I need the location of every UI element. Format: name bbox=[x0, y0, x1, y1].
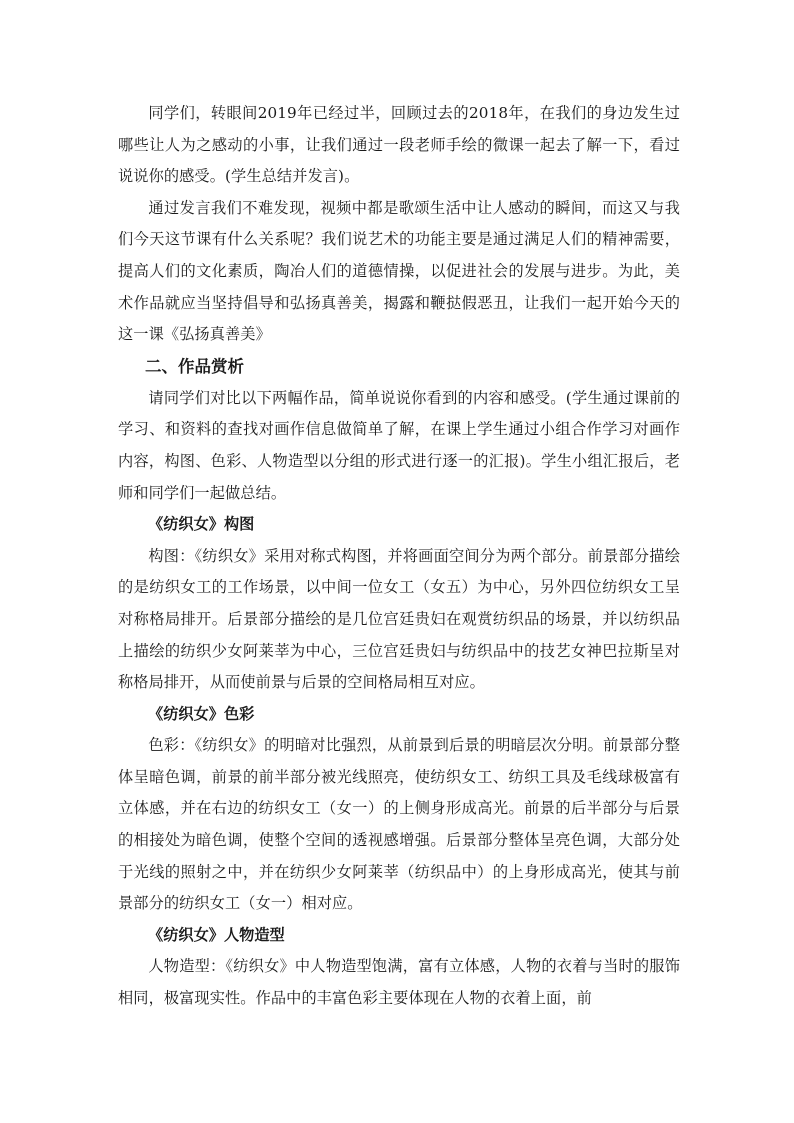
figure-modeling-paragraph: 人物造型：《纺织女》中人物造型饱满，富有立体感，人物的衣着与当时的服饰相同，极富现实性。作品中的丰富色彩主要体现在人物的衣着上面，前 bbox=[118, 957, 680, 1008]
comparison-paragraph: 请同学们对比以下两幅作品，简单说说你看到的内容和感受。(学生通过课前的学习、和资料的查找对画作信息做简单了解，在课上学生通过小组合作学习对画作内容，构图、色彩、人物造型以分组的形式进行逐一的汇报)。学生小组汇报后，老师和同学们一起做总结。 bbox=[118, 388, 680, 502]
section-heading-artwork-appreciation: 二、作品赏析 bbox=[145, 356, 244, 376]
intro-paragraph: 同学们，转眼间2019年已经过半，回顾过去的2018年，在我们的身边发生过哪些让人为之感动的小事，让我们通过一段老师手绘的微课一起去了解一下，看过说说你的感受。(学生总结并发言)。 bbox=[118, 104, 680, 186]
color-paragraph: 色彩：《纺织女》的明暗对比强烈，从前景到后景的明暗层次分明。前景部分整体呈暗色调，前景的前半部分被光线照亮，使纺织女工、纺织工具及毛线球极富有立体感，并在右边的纺织女工（女一）的上侧身形成高光。前景的后半部分与后景的相接处为暗色调，使整个空间的透视感增强。后景部分整体呈亮色调，大部分处于光线的照射之中，并在纺织少女阿莱莘（纺织品中）的上身形成高光，使其与前景部分的纺织女工（女一）相对应。 bbox=[118, 736, 680, 913]
composition-paragraph: 构图：《纺织女》采用对称式构图，并将画面空间分为两个部分。前景部分描绘的是纺织女工的工作场景，以中间一位女工（女五）为中心，另外四位纺织女工呈对称格局排开。后景部分描绘的是几位宫廷贵妇在观赏纺织品的场景，并以纺织品上描绘的纺织少女阿莱莘为中心，三位宫廷贵妇与纺织品中的技艺女神巴拉斯呈对称格局排开，从而使前景与后景的空间格局相互对应。 bbox=[118, 546, 680, 692]
subheading-composition: 《纺织女》构图 bbox=[148, 515, 255, 534]
subheading-figure-modeling: 《纺织女》人物造型 bbox=[148, 925, 285, 944]
document-page bbox=[118, 0, 680, 1015]
discussion-paragraph: 通过发言我们不难发现，视频中都是歌颂生活中让人感动的瞬间，而这又与我们今天这节课有什么关系呢？我们说艺术的功能主要是通过满足人们的精神需要，提高人们的文化素质，陶冶人们的道德情操，以促进社会的发展与进步。为此，美术作品就应当坚持倡导和弘扬真善美，揭露和鞭挞假恶丑，让我们一起开始今天的这一课《弘扬真善美》 bbox=[118, 198, 680, 344]
subheading-color: 《纺织女》色彩 bbox=[148, 704, 255, 723]
